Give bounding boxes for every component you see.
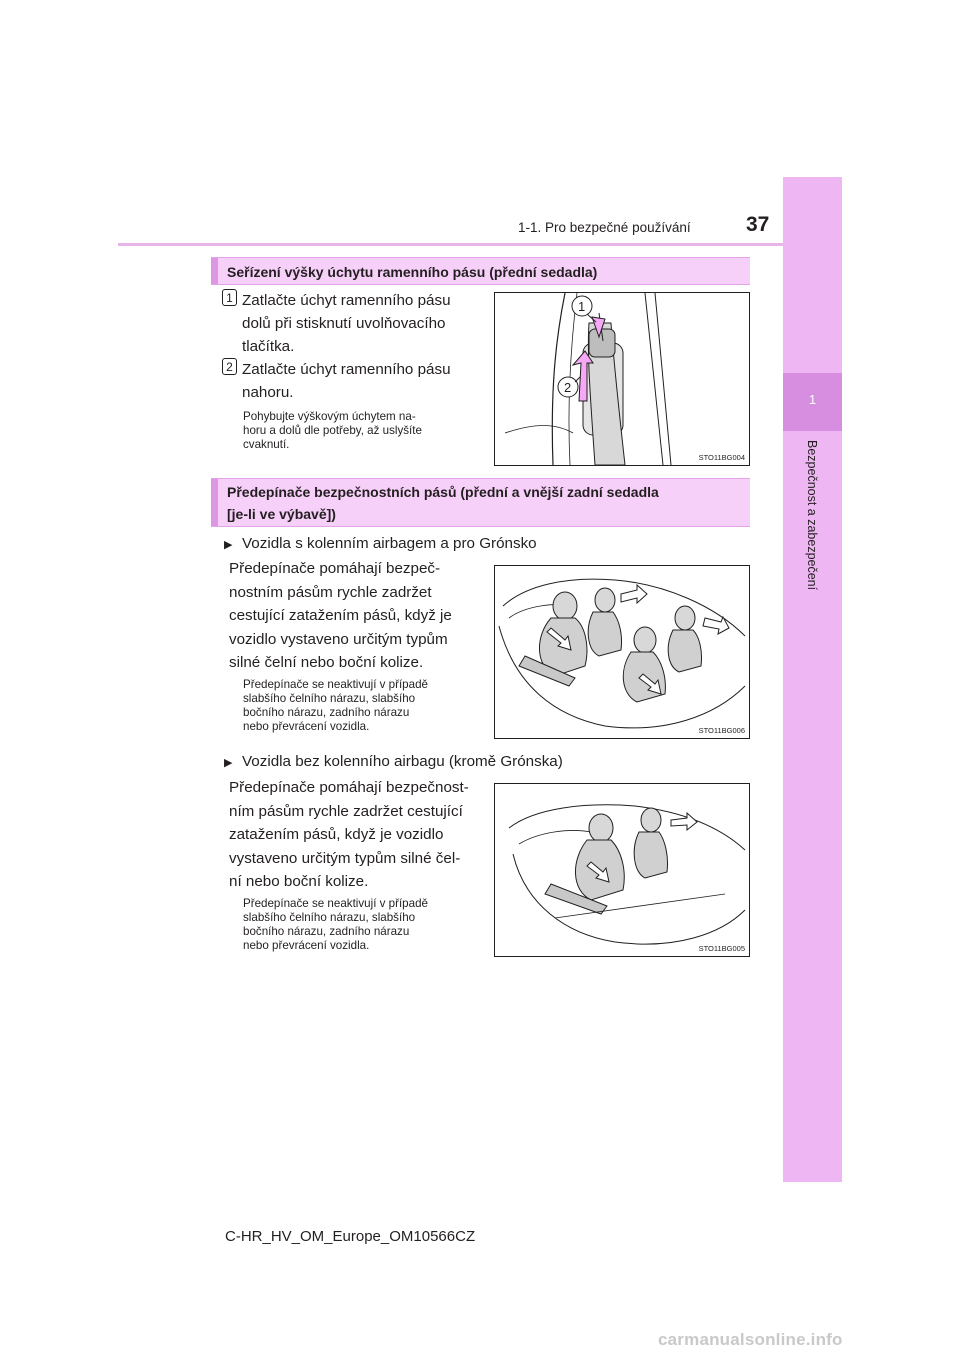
figure-callout-2: 2 [564,380,572,395]
chapter-title-vertical [783,440,842,740]
step-number-2: 2 [222,358,237,375]
step-note [243,410,478,452]
vehicle-occupants-illustration [495,566,749,738]
text-line: vozidlo vystaveno určitým typům [229,630,448,648]
header-rule [118,243,842,246]
text-line: nebo převrácení vozidla. [243,720,370,733]
text-line: cvaknutí. [243,438,290,451]
section-heading-marker [211,479,218,526]
sub1-note [243,678,487,734]
text-line: [je-li ve výbavě]) [227,506,336,522]
running-header-section: 1-1. Pro bezpečné používání [518,220,691,235]
chapter-number: 1 [808,392,817,407]
text-line: zatažením pásů, když je vozidlo [229,826,444,843]
triangle-bullet-icon: ▶ [224,539,233,551]
sub2-note [243,897,487,953]
text-line: ním pásům rychle zadržet cestující [229,802,463,820]
text-line: ní nebo boční kolize. [229,873,369,890]
figure-code: STO11BG004 [698,453,745,462]
text-line: bočního nárazu, zadního nárazu [243,706,410,719]
triangle-bullet-icon: ▶ [224,757,233,769]
sub1-body [229,557,478,675]
figure-shoulder-anchor [494,292,750,466]
page-number: 37 [746,213,770,236]
text-line: bočního nárazu, zadního nárazu [243,925,410,938]
subheading-no-knee-airbag: Vozidla bez kolenního airbagu (kromě Grónska) [242,753,563,770]
step-number-1: 1 [222,289,237,306]
text-line: tlačítka. [242,338,295,355]
text-line: horu a dolů dle potřeby, až uslyšíte [243,424,422,437]
figure-pretensioners-no-knee-airbag [494,783,750,957]
section-heading-title: Seřízení výšky úchytu ramenního pásu (přední sedadla) [227,264,598,280]
section-heading-title [227,481,659,525]
text-line: nostním pásům rychle zadržet [229,583,432,601]
text-line: dolů při stisknutí uvolňovacího [242,315,446,332]
step-2-text [242,358,478,404]
text-line: Zatlačte úchyt ramenního pásu [242,292,451,309]
text-line: slabšího čelního nárazu, slabšího [243,911,416,924]
step-1-text [242,289,478,358]
figure-pretensioners-knee-airbag [494,565,750,739]
text-line: Předepínače bezpečnostních pásů (přední a vnější zadní sedadla [227,484,659,500]
text-line: slabšího čelního nárazu, slabšího [243,692,416,705]
section-heading-pretensioners [211,478,750,527]
section-heading-marker [211,258,218,284]
text-line: nahoru. [242,384,294,401]
text-line: Zatlačte úchyt ramenního pásu [242,361,451,378]
chapter-title: Bezpečnost a zabezpečení [805,440,819,591]
document-id: C-HR_HV_OM_Europe_OM10566CZ [225,1228,476,1245]
watermark: carmanualsonline.info [658,1330,843,1349]
text-line: nebo převrácení vozidla. [243,939,370,952]
figure-callout-1: 1 [578,299,586,314]
sub2-body [229,776,487,894]
text-line: silné čelní nebo boční kolize. [229,654,424,671]
text-line: Předepínače se neaktivují v případě [243,897,428,910]
figure-code: STO11BG005 [698,944,745,953]
shoulder-anchor-illustration [495,293,749,465]
subheading-knee-airbag: Vozidla s kolenním airbagem a pro Grónsko [242,535,537,552]
figure-code: STO11BG006 [698,726,745,735]
text-line: Předepínače pomáhají bezpeč- [229,560,441,577]
text-line: Předepínače se neaktivují v případě [243,678,428,691]
section-heading-shoulder-anchor [211,257,750,285]
text-line: Předepínače pomáhají bezpečnost- [229,779,469,796]
vehicle-occupants-illustration [495,784,749,956]
text-line: vystaveno určitým typům silné čel- [229,849,461,867]
text-line: Pohybujte výškovým úchytem na- [243,410,416,423]
text-line: cestující zatažením pásů, když je [229,607,452,624]
